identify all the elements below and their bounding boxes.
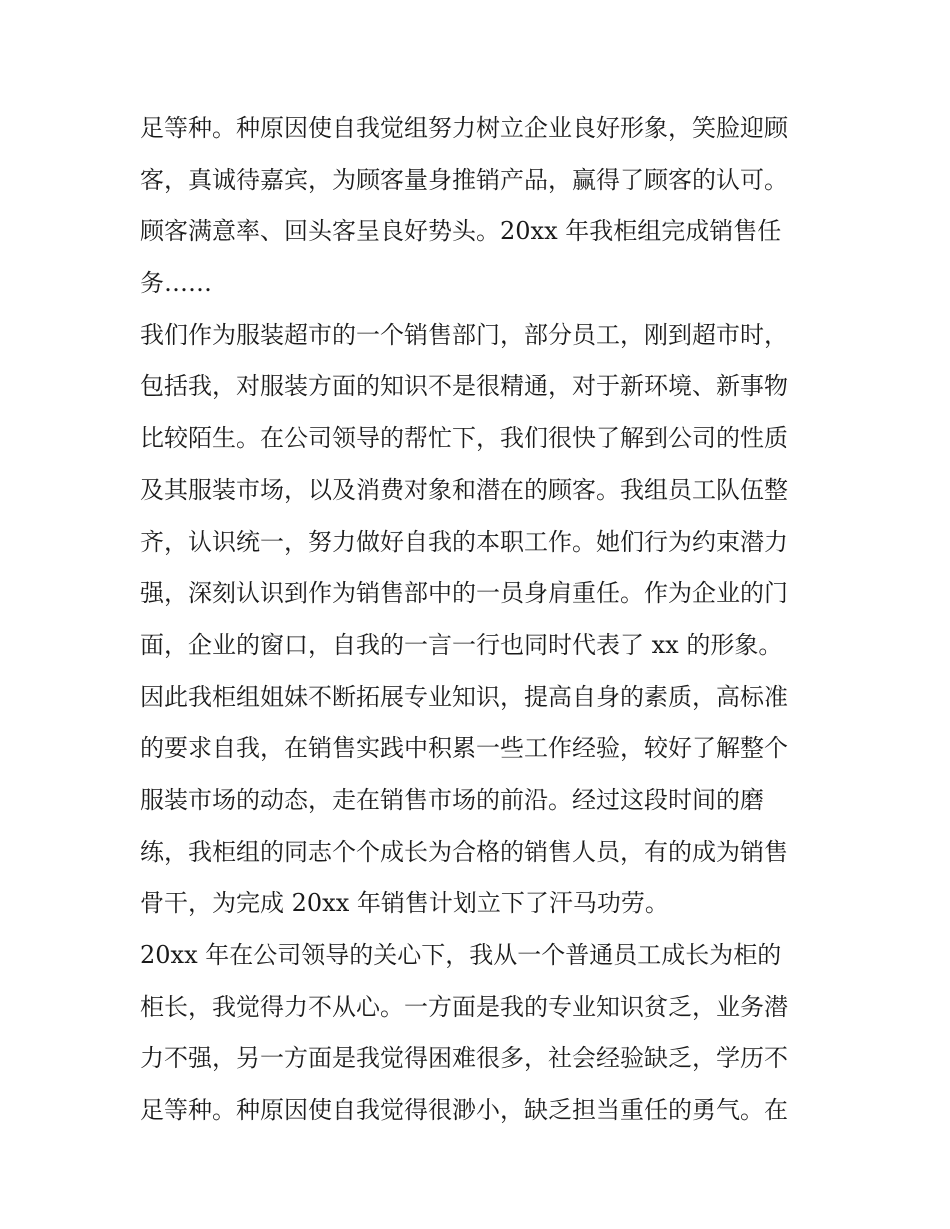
text-line: 客，真诚待嘉宾，为顾客量身推销产品，赢得了顾客的认可。 bbox=[140, 165, 788, 194]
text-line: 力不强，另一方面是我觉得困难很多，社会经验缺乏，学历不 bbox=[140, 1044, 788, 1073]
text-line: 面，企业的窗口，自我的一言一行也同时代表了 xx 的形象。 bbox=[140, 630, 783, 659]
text-line: 20xx 年在公司领导的关心下，我从一个普通员工成长为柜的 bbox=[140, 941, 782, 969]
text-line: 我们作为服装超市的一个销售部门，部分员工，刚到超市时， bbox=[140, 320, 788, 349]
text-line: 包括我，对服装方面的知识不是很精通，对于新环境、新事物 bbox=[140, 372, 788, 401]
text-line: 比较陌生。在公司领导的帮忙下，我们很快了解到公司的性质 bbox=[140, 424, 788, 453]
text-line: 服装市场的动态，走在销售市场的前沿。经过这段时间的磨 bbox=[140, 785, 764, 814]
text-line: 强，深刻认识到作为销售部中的一员身肩重任。作为企业的门 bbox=[140, 579, 788, 608]
text-line: 的要求自我，在销售实践中积累一些工作经验，较好了解整个 bbox=[140, 734, 788, 763]
text-line: 齐，认识统一，努力做好自我的本职工作。她们行为约束潜力 bbox=[140, 527, 788, 556]
text-line: 足等种。种原因使自我觉得很渺小，缺乏担当重任的勇气。在 bbox=[140, 1096, 788, 1125]
text-line: 柜长，我觉得力不从心。一方面是我的专业知识贫乏，业务潜 bbox=[140, 992, 788, 1021]
text-line: 顾客满意率、回头客呈良好势头。20xx 年我柜组完成销售任 bbox=[140, 217, 782, 246]
text-line: 练，我柜组的同志个个成长为合格的销售人员，有的成为销售 bbox=[140, 837, 788, 866]
text-line: 因此我柜组姐妹不断拓展专业知识，提高自身的素质，高标准 bbox=[140, 682, 788, 711]
text-line: 骨干，为完成 20xx 年销售计划立下了汗马功劳。 bbox=[140, 889, 669, 918]
document-body bbox=[140, 103, 830, 1137]
text-line: 务…… bbox=[140, 269, 212, 298]
text-line: 及其服装市场，以及消费对象和潜在的顾客。我组员工队伍整 bbox=[140, 475, 788, 504]
text-line: 足等种。种原因使自我觉组努力树立企业良好形象，笑脸迎顾 bbox=[140, 114, 788, 142]
